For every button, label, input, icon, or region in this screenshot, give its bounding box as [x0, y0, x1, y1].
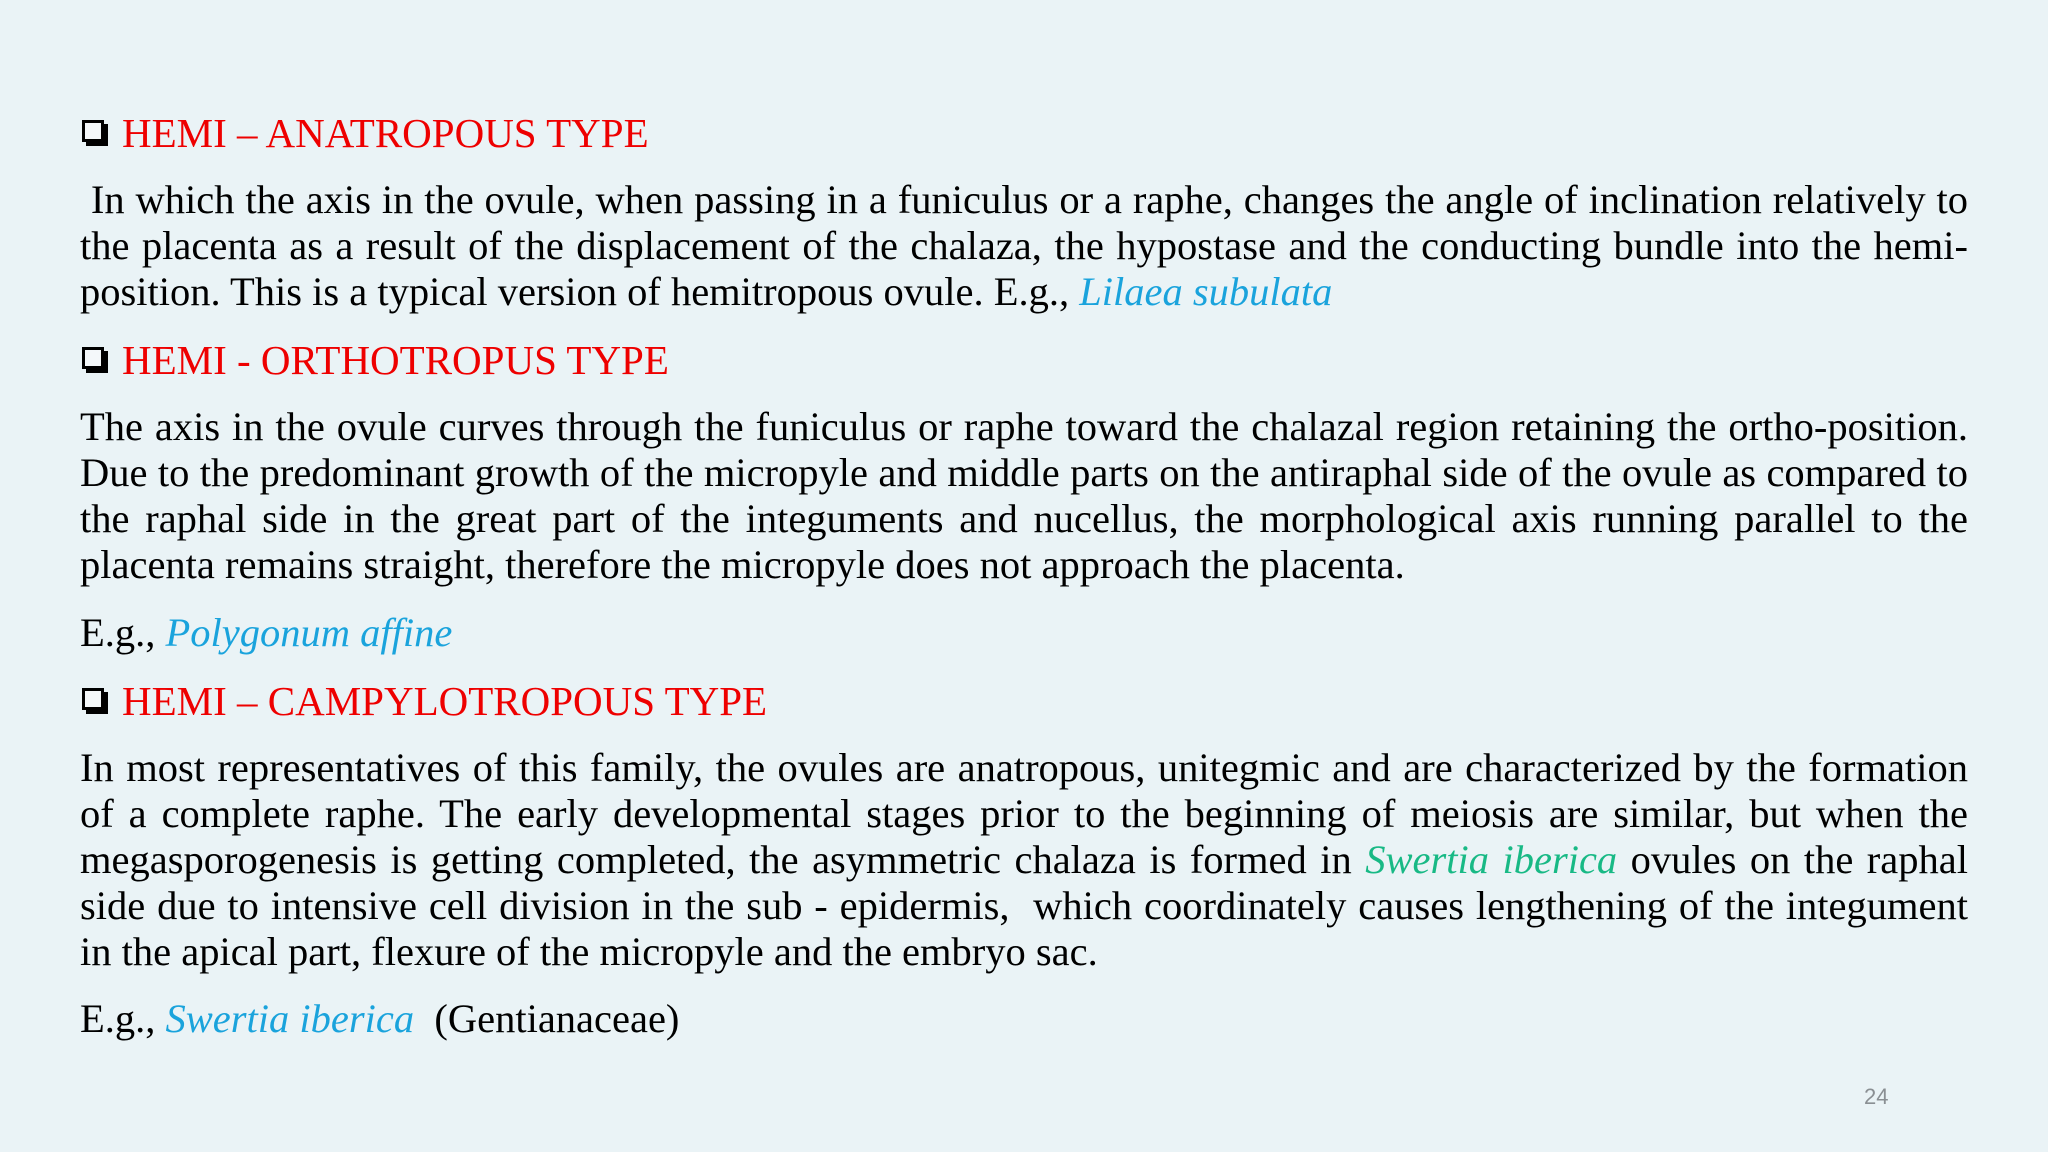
- species-name-lilaea-subulata: Lilaea subulata: [1079, 269, 1333, 314]
- section-heading-hemi-campylotropous: [80, 678, 767, 724]
- page-number: 24: [1864, 1084, 1889, 1109]
- example-line-hemi-orthotropus: [80, 610, 452, 656]
- example-prefix: E.g.,: [80, 610, 166, 655]
- heading-text: HEMI – ANATROPOUS TYPE: [122, 110, 649, 156]
- paragraph-text: The axis in the ovule curves through the funiculus or raphe toward the chalazal region retaining the ortho-position. Due to the predominant growth of the micropyle and middle parts on the antiraphal side of the ovule as compared to the raphal side in the great part of the integuments and nucellus, the morphological axis running parallel to the placenta remains straight, therefore the micropyle does not approach the placenta.: [80, 404, 1968, 587]
- paragraph-hemi-orthotropus: [80, 404, 1968, 588]
- paragraph-hemi-campylotropous: [80, 745, 1979, 975]
- paragraph-text: In which the axis in the ovule, when passing in a funiculus or a raphe, changes the angle of inclination relatively to the placenta as a result of the displacement of the chalaza, the hypostase and the conducting bundle into the hemi-position. This is a typical version of hemitropous ovule. E.g.,: [80, 177, 1979, 314]
- paragraph-text-before: In most representatives of this family, the ovules are anatropous, unitegmic and are characterized by the formation of a complete raphe. The early developmental stages prior to the beginning of meiosis are similar, but when the megasporogenesis is getting completed, the asymmetric chalaza is formed in: [80, 745, 1979, 882]
- species-name-swertia-iberica: Swertia iberica: [1365, 837, 1618, 882]
- heading-text: HEMI - ORTHOTROPUS TYPE: [122, 337, 669, 383]
- species-name-swertia-iberica-example: Swertia iberica: [165, 996, 415, 1041]
- section-heading-hemi-anatropous: [80, 110, 649, 156]
- example-line-hemi-campylotropous: [80, 996, 679, 1042]
- checkbox-bullet-icon: [82, 347, 104, 369]
- paragraph-hemi-anatropous: [80, 177, 1979, 315]
- section-heading-hemi-orthotropus: [80, 337, 669, 383]
- checkbox-bullet-icon: [82, 688, 104, 710]
- species-name-polygonum-affine: Polygonum affine: [165, 610, 453, 655]
- heading-text: HEMI – CAMPYLOTROPOUS TYPE: [122, 678, 768, 724]
- example-prefix: E.g.,: [80, 996, 166, 1041]
- checkbox-bullet-icon: [82, 120, 104, 142]
- family-name: (Gentianaceae): [414, 996, 680, 1041]
- paragraph-text-after: ovules on the raphal side due to intensive cell division in the sub - epidermis, which coordinately causes lengthening of the integument in the apical part, flexure of the micropyle and the embryo sac.: [80, 837, 1979, 974]
